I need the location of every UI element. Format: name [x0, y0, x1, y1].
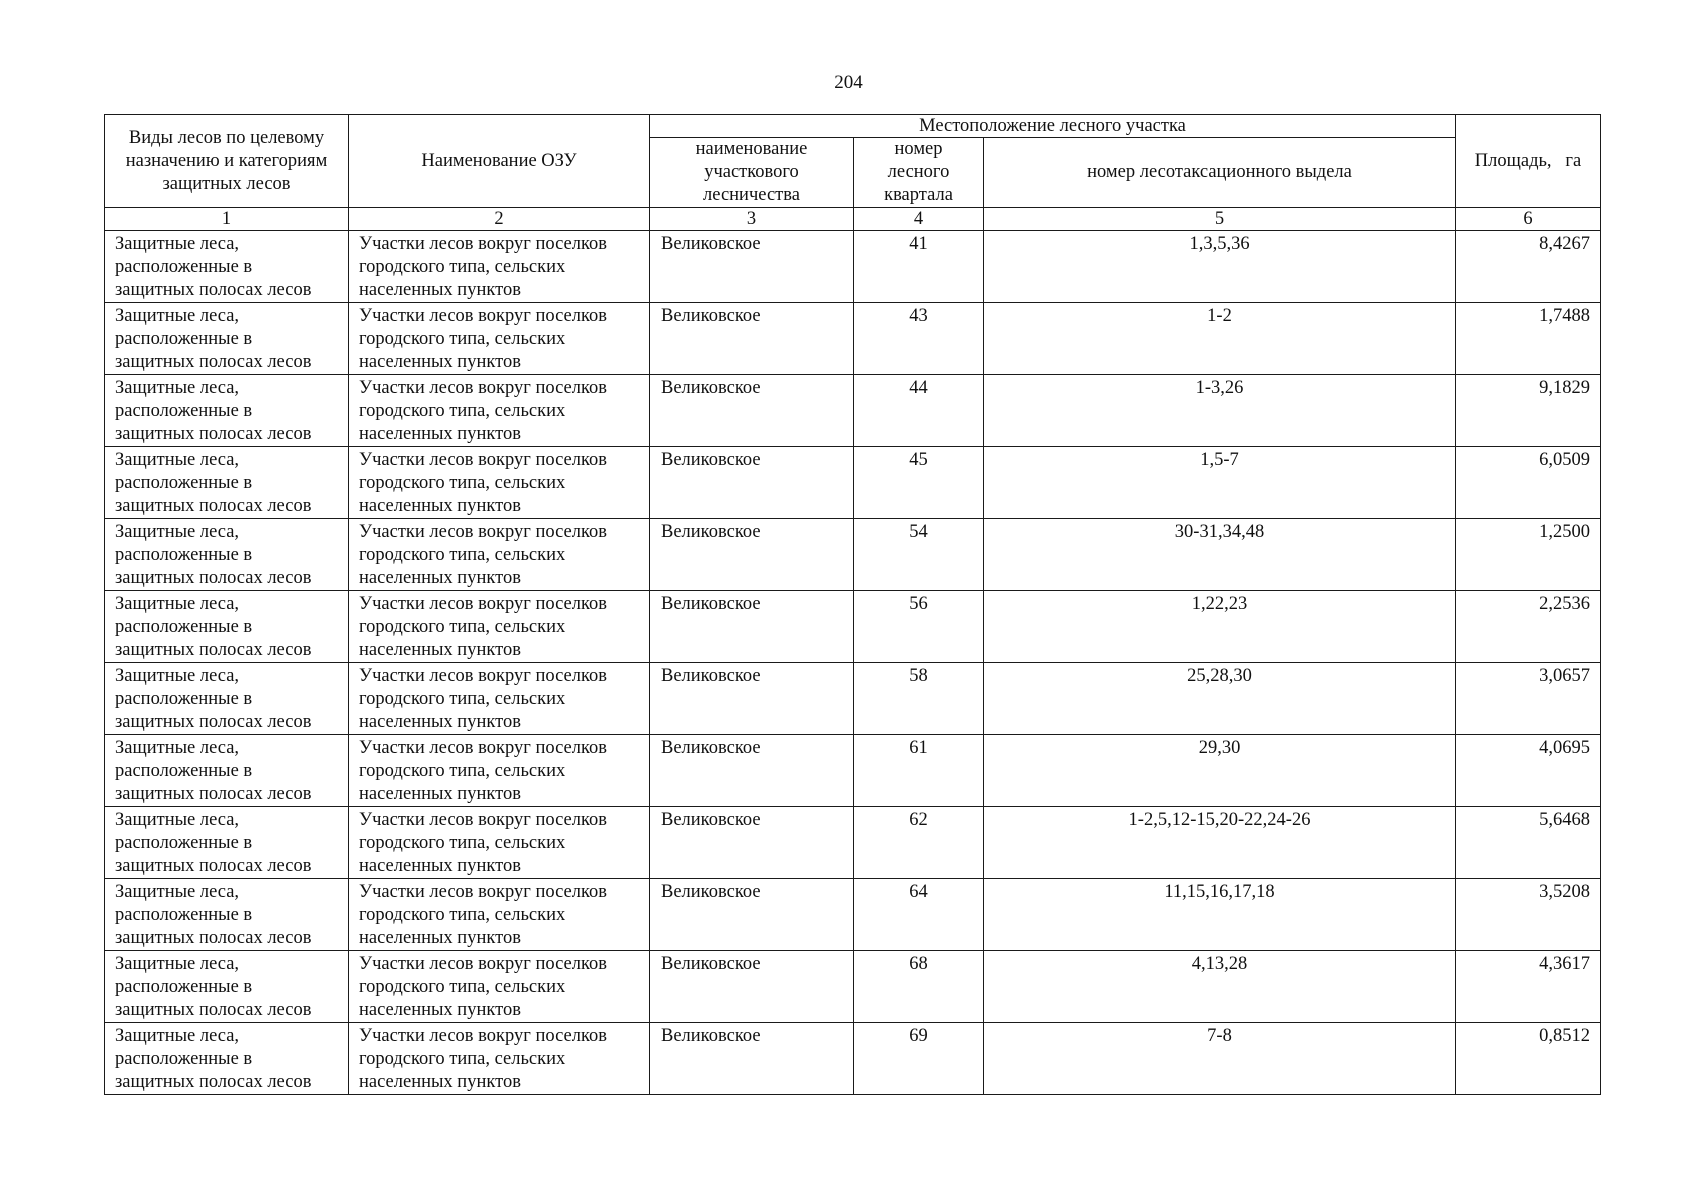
cell-forest-type-line: Защитные леса,: [115, 738, 240, 758]
cell-ozu-name-line: Участки лесов вокруг поселков: [359, 234, 607, 254]
cell-allotment-numbers: 1,22,23: [984, 591, 1456, 663]
cell-forest-type: [105, 303, 349, 375]
cell-area: 4,0695: [1456, 735, 1601, 807]
table-body: [105, 231, 1601, 1095]
cell-area: 4,3617: [1456, 951, 1601, 1023]
header-area: Площадь, га: [1456, 115, 1601, 208]
cell-ozu-name-line: городского типа, сельских: [359, 329, 566, 349]
cell-forest-type-line: расположенные в: [115, 257, 253, 277]
cell-forest-type-line: Защитные леса,: [115, 1026, 240, 1046]
cell-forest-type-line: расположенные в: [115, 401, 253, 421]
cell-area: 1,2500: [1456, 519, 1601, 591]
cell-forest-type-line: защитных полосах лесов: [115, 928, 312, 948]
table-row: [105, 663, 1601, 735]
cell-forest-type: [105, 1023, 349, 1095]
cell-forest-type-line: Защитные леса,: [115, 954, 240, 974]
cell-quarter-number: 44: [854, 375, 984, 447]
cell-allotment-numbers: 29,30: [984, 735, 1456, 807]
cell-forestry-name: Великовское: [650, 735, 854, 807]
cell-ozu-name-line: населенных пунктов: [359, 496, 521, 516]
cell-ozu-name-line: населенных пунктов: [359, 856, 521, 876]
forest-plots-table: [104, 114, 1601, 1095]
table-row: [105, 735, 1601, 807]
cell-area: 8,4267: [1456, 231, 1601, 303]
cell-forest-type-line: защитных полосах лесов: [115, 496, 312, 516]
column-number: 1: [105, 208, 349, 231]
cell-forest-type-line: защитных полосах лесов: [115, 424, 312, 444]
cell-forest-type-line: расположенные в: [115, 833, 253, 853]
cell-quarter-number: 41: [854, 231, 984, 303]
cell-ozu-name-line: Участки лесов вокруг поселков: [359, 954, 607, 974]
header-location-group: Местоположение лесного участка: [650, 115, 1456, 138]
cell-forest-type: [105, 879, 349, 951]
cell-allotment-numbers: 1-2,5,12-15,20-22,24-26: [984, 807, 1456, 879]
cell-ozu-name-line: Участки лесов вокруг поселков: [359, 738, 607, 758]
table-row: [105, 591, 1601, 663]
cell-ozu-name: [349, 231, 650, 303]
column-number: 6: [1456, 208, 1601, 231]
cell-ozu-name: [349, 303, 650, 375]
cell-ozu-name-line: Участки лесов вокруг поселков: [359, 378, 607, 398]
cell-forestry-name: Великовское: [650, 375, 854, 447]
cell-allotment-numbers: 11,15,16,17,18: [984, 879, 1456, 951]
table-row: [105, 231, 1601, 303]
column-number-row: [105, 208, 1601, 231]
cell-forest-type-line: расположенные в: [115, 545, 253, 565]
cell-forestry-name: Великовское: [650, 519, 854, 591]
cell-ozu-name-line: городского типа, сельских: [359, 977, 566, 997]
cell-area: 6,0509: [1456, 447, 1601, 519]
cell-forest-type-line: защитных полосах лесов: [115, 856, 312, 876]
cell-forest-type-line: Защитные леса,: [115, 378, 240, 398]
cell-area: 9,1829: [1456, 375, 1601, 447]
cell-forestry-name: Великовское: [650, 879, 854, 951]
cell-forest-type: [105, 951, 349, 1023]
cell-forestry-name: Великовское: [650, 663, 854, 735]
cell-forestry-name: Великовское: [650, 231, 854, 303]
cell-quarter-number: 54: [854, 519, 984, 591]
cell-ozu-name-line: Участки лесов вокруг поселков: [359, 522, 607, 542]
header-forest-type-line: Виды лесов по целевому: [128, 127, 325, 148]
cell-forest-type-line: защитных полосах лесов: [115, 352, 312, 372]
table-row: [105, 375, 1601, 447]
cell-allotment-numbers: 4,13,28: [984, 951, 1456, 1023]
cell-ozu-name-line: населенных пунктов: [359, 424, 521, 444]
cell-forest-type-line: расположенные в: [115, 977, 253, 997]
cell-ozu-name-line: городского типа, сельских: [359, 761, 566, 781]
header-forestry-name: наименование участкового лесничества: [650, 138, 854, 208]
table-row: [105, 1023, 1601, 1095]
cell-forest-type-line: Защитные леса,: [115, 234, 240, 254]
cell-ozu-name-line: населенных пунктов: [359, 640, 521, 660]
cell-quarter-number: 58: [854, 663, 984, 735]
cell-forest-type-line: Защитные леса,: [115, 522, 240, 542]
cell-quarter-number: 68: [854, 951, 984, 1023]
cell-ozu-name-line: городского типа, сельских: [359, 545, 566, 565]
cell-forest-type: [105, 519, 349, 591]
cell-allotment-numbers: 25,28,30: [984, 663, 1456, 735]
cell-ozu-name-line: Участки лесов вокруг поселков: [359, 666, 607, 686]
table-row: [105, 879, 1601, 951]
cell-quarter-number: 43: [854, 303, 984, 375]
cell-forest-type-line: Защитные леса,: [115, 882, 240, 902]
cell-ozu-name-line: населенных пунктов: [359, 712, 521, 732]
cell-ozu-name-line: населенных пунктов: [359, 568, 521, 588]
cell-quarter-number: 56: [854, 591, 984, 663]
cell-forest-type-line: защитных полосах лесов: [115, 712, 312, 732]
cell-area: 3,5208: [1456, 879, 1601, 951]
cell-allotment-numbers: 7-8: [984, 1023, 1456, 1095]
cell-allotment-numbers: 1-2: [984, 303, 1456, 375]
cell-forest-type-line: Защитные леса,: [115, 594, 240, 614]
column-number: 2: [349, 208, 650, 231]
cell-area: 3,0657: [1456, 663, 1601, 735]
cell-area: 1,7488: [1456, 303, 1601, 375]
header-forest-type-line: защитных лесов: [162, 173, 291, 194]
cell-ozu-name: [349, 735, 650, 807]
cell-forest-type-line: защитных полосах лесов: [115, 280, 312, 300]
cell-forest-type-line: Защитные леса,: [115, 450, 240, 470]
cell-ozu-name-line: городского типа, сельских: [359, 833, 566, 853]
cell-forest-type-line: защитных полосах лесов: [115, 568, 312, 588]
cell-allotment-numbers: 1,5-7: [984, 447, 1456, 519]
cell-forest-type: [105, 735, 349, 807]
table-row: [105, 447, 1601, 519]
cell-forest-type-line: расположенные в: [115, 1049, 253, 1069]
cell-forest-type: [105, 663, 349, 735]
cell-ozu-name-line: Участки лесов вокруг поселков: [359, 450, 607, 470]
cell-ozu-name-line: городского типа, сельских: [359, 473, 566, 493]
table-row: [105, 807, 1601, 879]
cell-ozu-name-line: населенных пунктов: [359, 784, 521, 804]
table-row: [105, 303, 1601, 375]
cell-ozu-name: [349, 879, 650, 951]
cell-forest-type-line: Защитные леса,: [115, 666, 240, 686]
header-forest-type: [105, 115, 349, 208]
cell-ozu-name-line: населенных пунктов: [359, 1000, 521, 1020]
cell-ozu-name-line: населенных пунктов: [359, 928, 521, 948]
cell-ozu-name-line: городского типа, сельских: [359, 905, 566, 925]
cell-forestry-name: Великовское: [650, 951, 854, 1023]
cell-area: 2,2536: [1456, 591, 1601, 663]
cell-quarter-number: 64: [854, 879, 984, 951]
cell-quarter-number: 61: [854, 735, 984, 807]
header-ozu-name: Наименование ОЗУ: [349, 115, 650, 208]
cell-forest-type-line: защитных полосах лесов: [115, 784, 312, 804]
cell-ozu-name-line: городского типа, сельских: [359, 1049, 566, 1069]
table-row: [105, 519, 1601, 591]
cell-ozu-name: [349, 663, 650, 735]
cell-forest-type-line: расположенные в: [115, 761, 253, 781]
cell-forest-type-line: защитных полосах лесов: [115, 1000, 312, 1020]
cell-forest-type-line: расположенные в: [115, 905, 253, 925]
cell-ozu-name: [349, 951, 650, 1023]
cell-forestry-name: Великовское: [650, 303, 854, 375]
header-allotment-number: номер лесотаксационного выдела: [984, 138, 1456, 208]
cell-forest-type: [105, 807, 349, 879]
cell-forest-type: [105, 591, 349, 663]
cell-ozu-name-line: городского типа, сельских: [359, 257, 566, 277]
cell-allotment-numbers: 30-31,34,48: [984, 519, 1456, 591]
cell-forest-type: [105, 447, 349, 519]
cell-forestry-name: Великовское: [650, 807, 854, 879]
cell-ozu-name-line: Участки лесов вокруг поселков: [359, 810, 607, 830]
cell-ozu-name-line: городского типа, сельских: [359, 689, 566, 709]
column-number: 4: [854, 208, 984, 231]
cell-quarter-number: 62: [854, 807, 984, 879]
cell-forest-type: [105, 375, 349, 447]
page-number: 204: [834, 72, 863, 93]
cell-forest-type-line: расположенные в: [115, 689, 253, 709]
cell-quarter-number: 69: [854, 1023, 984, 1095]
cell-ozu-name-line: городского типа, сельских: [359, 401, 566, 421]
cell-ozu-name: [349, 591, 650, 663]
cell-forest-type-line: расположенные в: [115, 473, 253, 493]
cell-ozu-name: [349, 1023, 650, 1095]
cell-forest-type-line: Защитные леса,: [115, 306, 240, 326]
cell-forest-type-line: защитных полосах лесов: [115, 640, 312, 660]
cell-forestry-name: Великовское: [650, 591, 854, 663]
cell-allotment-numbers: 1-3,26: [984, 375, 1456, 447]
column-number: 3: [650, 208, 854, 231]
cell-ozu-name-line: Участки лесов вокруг поселков: [359, 594, 607, 614]
cell-area: 0,8512: [1456, 1023, 1601, 1095]
cell-ozu-name-line: населенных пунктов: [359, 280, 521, 300]
cell-forest-type-line: расположенные в: [115, 329, 253, 349]
cell-ozu-name-line: Участки лесов вокруг поселков: [359, 1026, 607, 1046]
header-forest-type-line: назначению и категориям: [125, 150, 328, 171]
cell-ozu-name: [349, 519, 650, 591]
cell-ozu-name-line: населенных пунктов: [359, 352, 521, 372]
cell-forest-type-line: защитных полосах лесов: [115, 1072, 312, 1092]
cell-ozu-name-line: городского типа, сельских: [359, 617, 566, 637]
cell-area: 5,6468: [1456, 807, 1601, 879]
table-row: [105, 951, 1601, 1023]
header-quarter-number: номер лесного квартала: [854, 138, 984, 208]
cell-ozu-name-line: Участки лесов вокруг поселков: [359, 882, 607, 902]
cell-forest-type: [105, 231, 349, 303]
cell-ozu-name-line: населенных пунктов: [359, 1072, 521, 1092]
cell-forest-type-line: Защитные леса,: [115, 810, 240, 830]
cell-forestry-name: Великовское: [650, 1023, 854, 1095]
column-number: 5: [984, 208, 1456, 231]
cell-ozu-name: [349, 447, 650, 519]
cell-quarter-number: 45: [854, 447, 984, 519]
cell-forest-type-line: расположенные в: [115, 617, 253, 637]
cell-ozu-name: [349, 375, 650, 447]
cell-ozu-name-line: Участки лесов вокруг поселков: [359, 306, 607, 326]
cell-ozu-name: [349, 807, 650, 879]
cell-forestry-name: Великовское: [650, 447, 854, 519]
cell-allotment-numbers: 1,3,5,36: [984, 231, 1456, 303]
